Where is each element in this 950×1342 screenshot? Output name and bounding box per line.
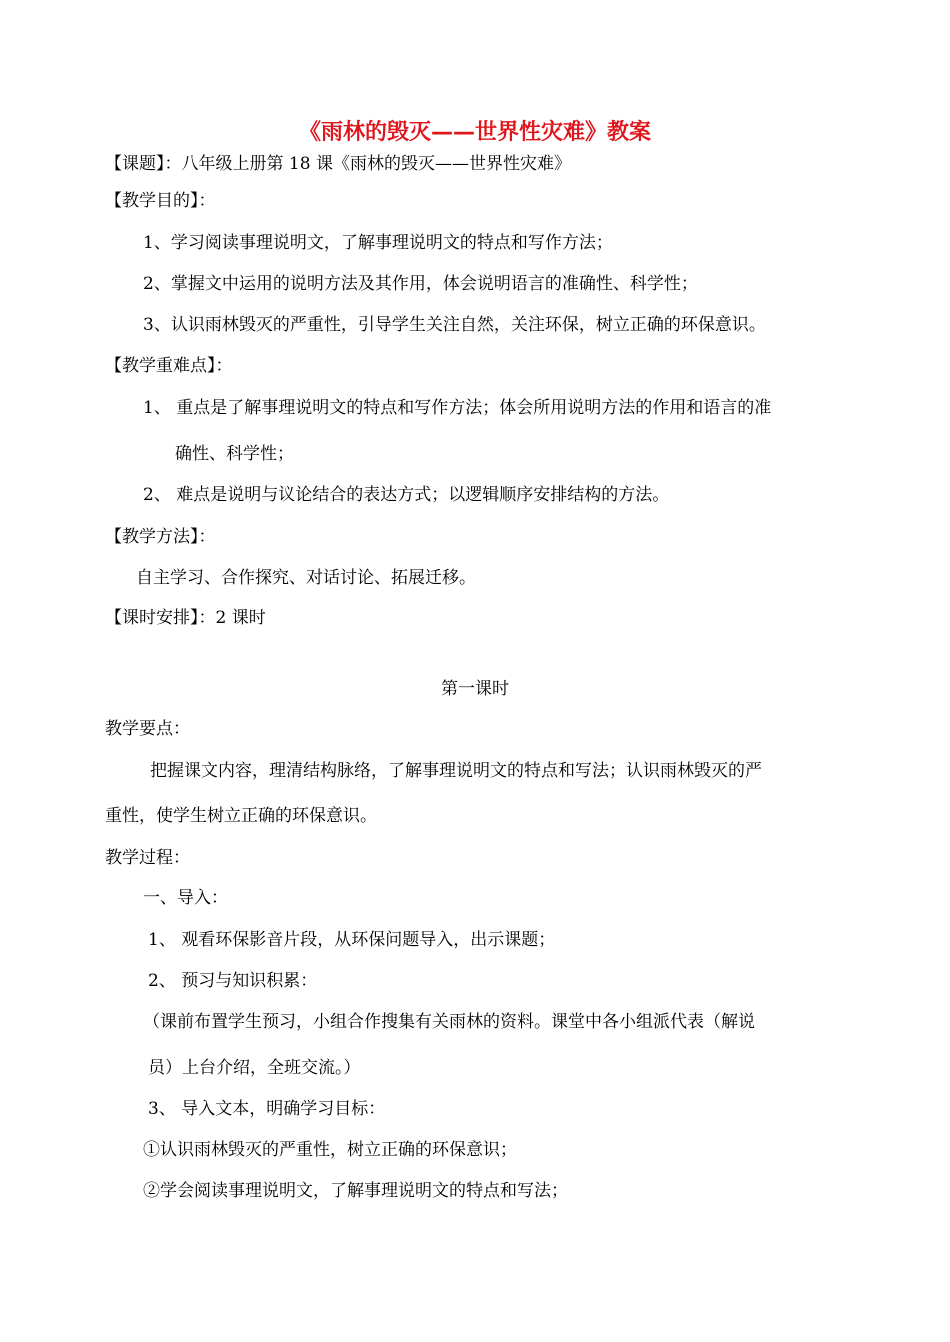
key-points-text-continued: 重性，使学生树立正确的环保意识。 (105, 806, 377, 826)
key-point-item-continued: 确性、科学性； (175, 444, 294, 464)
process-step: 1、 观看环保影音片段，从环保问题导入，出示课题； (148, 930, 556, 950)
objectives-heading: 【教学目的】： (105, 191, 216, 211)
lesson-heading: 第一课时 (441, 679, 509, 699)
section-intro: 一、导入： (143, 888, 228, 908)
methods-heading: 【教学方法】： (105, 527, 216, 547)
key-point-item: 1、 重点是了解事理说明文的特点和写作方法；体会所用说明方法的作用和语言的准 (143, 398, 772, 418)
methods-text: 自主学习、合作探究、对话讨论、拓展迁移。 (136, 568, 476, 588)
objective-item: 3、认识雨林毁灭的严重性，引导学生关注自然，关注环保，树立正确的环保意识。 (143, 315, 766, 335)
process-step: 3、 导入文本，明确学习目标： (148, 1099, 386, 1119)
objective-item: 2、掌握文中运用的说明方法及其作用，体会说明语言的准确性、科学性； (143, 274, 698, 294)
key-points-text: 把握课文内容，理清结构脉络，了解事理说明文的特点和写法；认识雨林毁灭的严 (150, 761, 762, 781)
schedule-line: 【课时安排】：2 课时 (105, 608, 266, 628)
step-note-continued: 员）上台介绍，全班交流。） (148, 1058, 361, 1078)
learning-goal: ①认识雨林毁灭的严重性，树立正确的环保意识； (143, 1140, 517, 1160)
learning-goal: ②学会阅读事理说明文，了解事理说明文的特点和写法； (143, 1181, 568, 1201)
step-note: （课前布置学生预习，小组合作搜集有关雨林的资料。课堂中各小组派代表（解说 (143, 1012, 755, 1032)
objective-item: 1、学习阅读事理说明文，了解事理说明文的特点和写作方法； (143, 233, 613, 253)
key-point-item: 2、 难点是说明与议论结合的表达方式；以逻辑顺序安排结构的方法。 (143, 485, 670, 505)
topic-line: 【课题】：八年级上册第 18 课《雨林的毁灭——世界性灾难》 (105, 154, 571, 174)
process-step: 2、 预习与知识积累： (148, 971, 318, 991)
key-points-label: 教学要点： (105, 719, 190, 739)
document-title: 《雨林的毁灭——世界性灾难》教案 (298, 120, 651, 145)
key-points-heading: 【教学重难点】： (105, 356, 233, 376)
process-label: 教学过程： (105, 848, 190, 868)
